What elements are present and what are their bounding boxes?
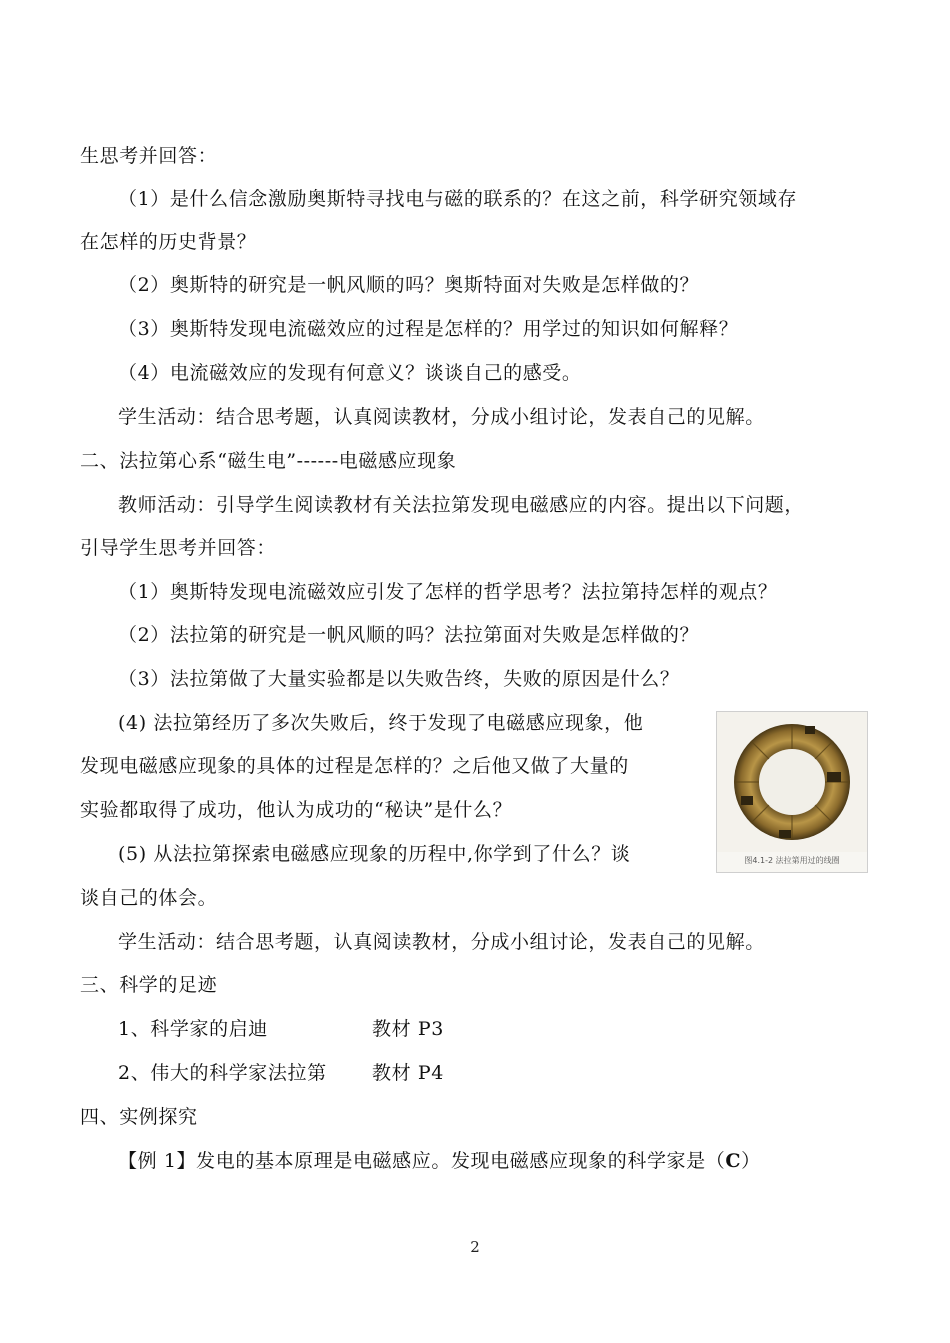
reference-page: 教材 P4 [372, 1062, 444, 1084]
student-activity: 学生活动：结合思考题，认真阅读教材，分成小组讨论，发表自己的见解。 [118, 406, 765, 428]
example-text: 发电的基本原理是电磁感应。发现电磁感应现象的科学家是（ [196, 1150, 726, 1172]
question-item: （1）奥斯特发现电流磁效应引发了怎样的哲学思考？法拉第持怎样的观点？ [118, 581, 778, 603]
paragraph-line: 实验都取得了成功，他认为成功的“秘诀”是什么？ [80, 799, 513, 821]
section-heading: 三、科学的足迹 [80, 974, 218, 996]
question-item: （1）是什么信念激励奥斯特寻找电与磁的联系的？在这之前，科学研究领域存 [118, 188, 798, 210]
question-item: （2）法拉第的研究是一帆风顺的吗？法拉第面对失败是怎样做的？ [118, 624, 700, 646]
paragraph-line: 发现电磁感应现象的具体的过程是怎样的？之后他又做了大量的 [80, 755, 629, 777]
student-activity: 学生活动：结合思考题，认真阅读教材，分成小组讨论，发表自己的见解。 [118, 931, 765, 953]
question-item: (5) 从法拉第探索电磁感应现象的历程中,你学到了什么？谈 [118, 843, 631, 865]
question-item: （3）奥斯特发现电流磁效应的过程是怎样的？用学过的知识如何解释？ [118, 318, 739, 340]
figure-caption: 图4.1-2 法拉第用过的线圈 [744, 856, 840, 865]
paragraph-line: 生思考并回答： [80, 145, 218, 167]
example-question [118, 1148, 761, 1174]
question-item: (4) 法拉第经历了多次失败后，终于发现了电磁感应现象，他 [118, 712, 644, 734]
example-answer: C [725, 1150, 742, 1172]
section-heading: 二、法拉第心系“磁生电”------电磁感应现象 [80, 450, 457, 472]
reference-title: 1、科学家的启迪 [118, 1018, 268, 1040]
example-close: ） [741, 1150, 761, 1172]
reference-item [118, 1060, 327, 1086]
question-item: （2）奥斯特的研究是一帆风顺的吗？奥斯特面对失败是怎样做的？ [118, 274, 700, 296]
reference-page: 教材 P3 [372, 1018, 444, 1040]
paragraph-line: 谈自己的体会。 [80, 887, 218, 909]
section-heading: 四、实例探究 [80, 1106, 198, 1128]
example-label: 【例 1】 [118, 1150, 197, 1172]
reference-title: 2、伟大的科学家法拉第 [118, 1062, 327, 1084]
teacher-activity: 教师活动：引导学生阅读教材有关法拉第发现电磁感应的内容。提出以下问题， [118, 494, 805, 516]
question-item: （4）电流磁效应的发现有何意义？谈谈自己的感受。 [118, 362, 582, 384]
coil-image [717, 712, 867, 852]
paragraph-line: 引导学生思考并回答： [80, 537, 277, 559]
question-item: （3）法拉第做了大量实验都是以失败告终，失败的原因是什么？ [118, 668, 680, 690]
reference-item [118, 1016, 268, 1042]
coil-figure [716, 711, 868, 873]
page-number: 2 [470, 1238, 480, 1256]
paragraph-line: 在怎样的历史背景？ [80, 231, 257, 253]
